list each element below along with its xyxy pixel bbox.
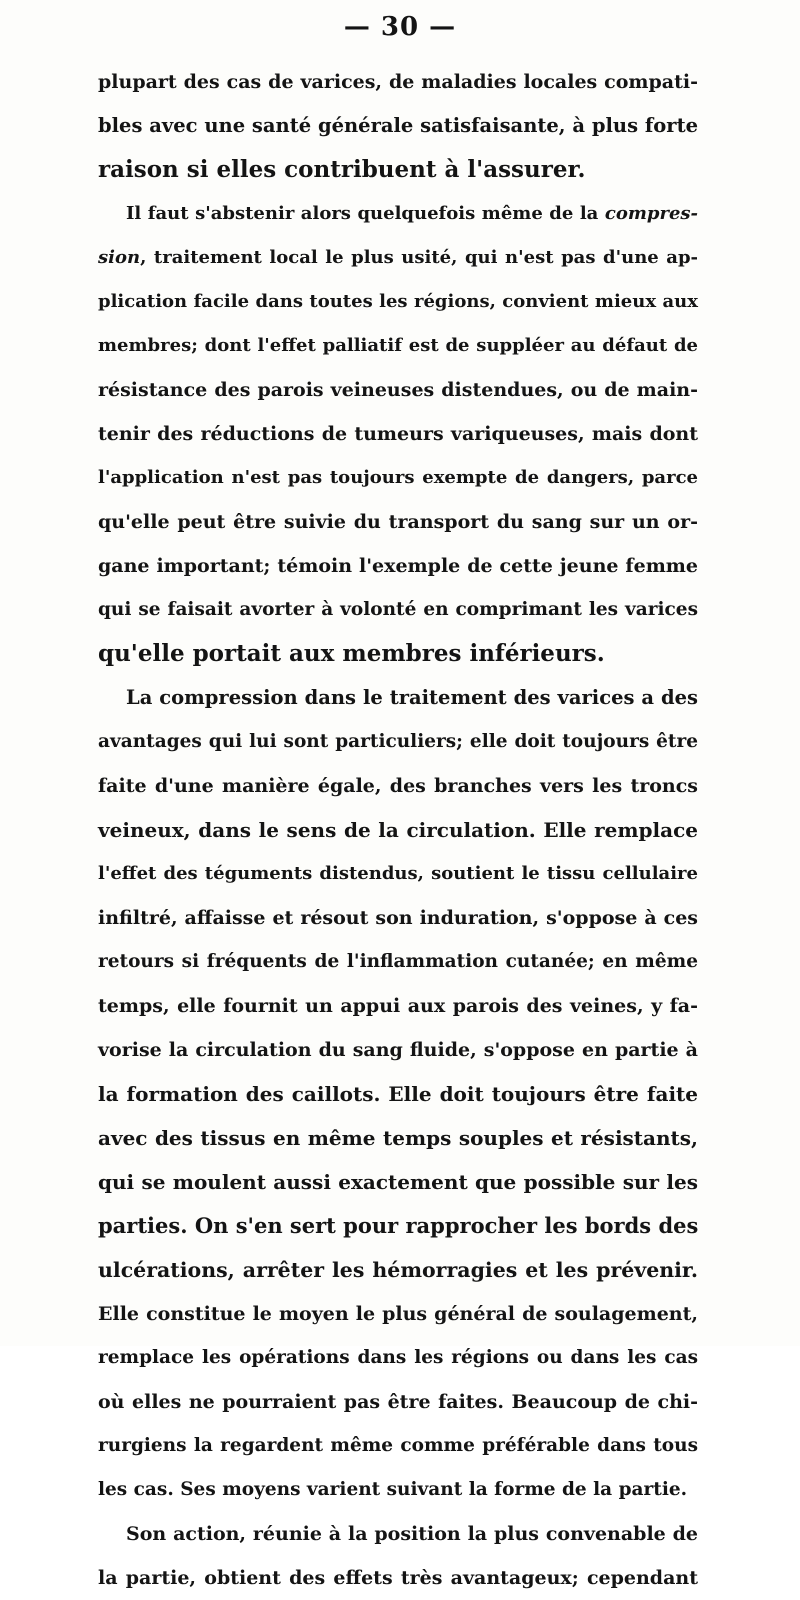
- text-line: la formation des caillots. Elle doit toujours être faite: [98, 1082, 698, 1106]
- text-segment: Il faut s'abstenir alors quelquefois même de la: [126, 203, 605, 224]
- text-line: l'application n'est pas toujours exempte de dangers, parce: [98, 467, 698, 488]
- text-line: avec des tissus en même temps souples et résistants,: [98, 1126, 698, 1150]
- text-line: tenir des réductions de tumeurs variqueuses, mais dont: [98, 423, 698, 445]
- text-line: Elle constitue le moyen le plus général de soulagement,: [98, 1303, 698, 1325]
- text-segment: , traitement local le plus usité, qui n'est pas d'une ap-: [140, 247, 698, 268]
- text-line: [98, 192, 698, 236]
- text-line: retours si fréquents de l'inflammation cutanée; en même: [98, 951, 698, 972]
- text-line: qui se moulent aussi exactement que possible sur les: [98, 1170, 698, 1194]
- text-line: qu'elle peut être suivie du transport du sang sur un or-: [98, 511, 698, 533]
- text-line: infiltré, affaisse et résout son induration, s'oppose à ces: [98, 907, 698, 929]
- emphasis-text: compres-: [604, 203, 698, 224]
- text-line: remplace les opérations dans les régions ou dans les cas: [98, 1347, 698, 1368]
- text-line: ulcérations, arrêter les hémorragies et les prévenir.: [98, 1258, 698, 1282]
- text-line: vorise la circulation du sang fluide, s'oppose en partie à: [98, 1039, 698, 1061]
- text-line: rurgiens la regardent même comme préférable dans tous: [98, 1435, 698, 1456]
- text-line: la partie, obtient des effets très avantageux; cependant: [98, 1567, 698, 1589]
- text-line: les cas. Ses moyens varient suivant la forme de la partie.: [98, 1479, 688, 1500]
- emphasis-text: sion: [98, 247, 141, 268]
- text-line: veineux, dans le sens de la circulation. Elle remplace: [98, 818, 698, 842]
- text-line: gane important; témoin l'exemple de cette jeune femme: [98, 555, 698, 577]
- text-line: qui se faisait avorter à volonté en comprimant les varices: [98, 599, 698, 620]
- text-line: temps, elle fournit un appui aux parois des veines, y fa-: [98, 995, 698, 1017]
- text-line: plication facile dans toutes les régions, convient mieux aux: [98, 291, 698, 312]
- body-text: [98, 60, 698, 1600]
- text-line: La compression dans le traitement des varices a des: [126, 686, 698, 709]
- text-line: faite d'une manière égale, des branches vers les troncs: [98, 775, 698, 797]
- text-line: résistance des parois veineuses distendues, ou de main-: [98, 379, 698, 401]
- text-line: [98, 236, 698, 280]
- text-line: plupart des cas de varices, de maladies locales compati-: [98, 71, 698, 93]
- text-line: Son action, réunie à la position la plus convenable de: [126, 1523, 698, 1545]
- text-line: avantages qui lui sont particuliers; elle doit toujours être: [98, 731, 698, 752]
- text-line: qu'elle portait aux membres inférieurs.: [98, 640, 605, 667]
- text-line: parties. On s'en sert pour rapprocher les bords des: [98, 1213, 699, 1238]
- text-line: raison si elles contribuent à l'assurer.: [98, 156, 586, 183]
- page-number: — 30 —: [343, 12, 457, 42]
- text-line: où elles ne pourraient pas être faites. Beaucoup de chi-: [98, 1391, 698, 1413]
- text-line: bles avec une santé générale satisfaisante, à plus forte: [98, 114, 698, 137]
- text-line: l'effet des téguments distendus, soutient le tissu cellulaire: [98, 863, 698, 884]
- text-line: membres; dont l'effet palliatif est de suppléer au défaut de: [98, 335, 698, 356]
